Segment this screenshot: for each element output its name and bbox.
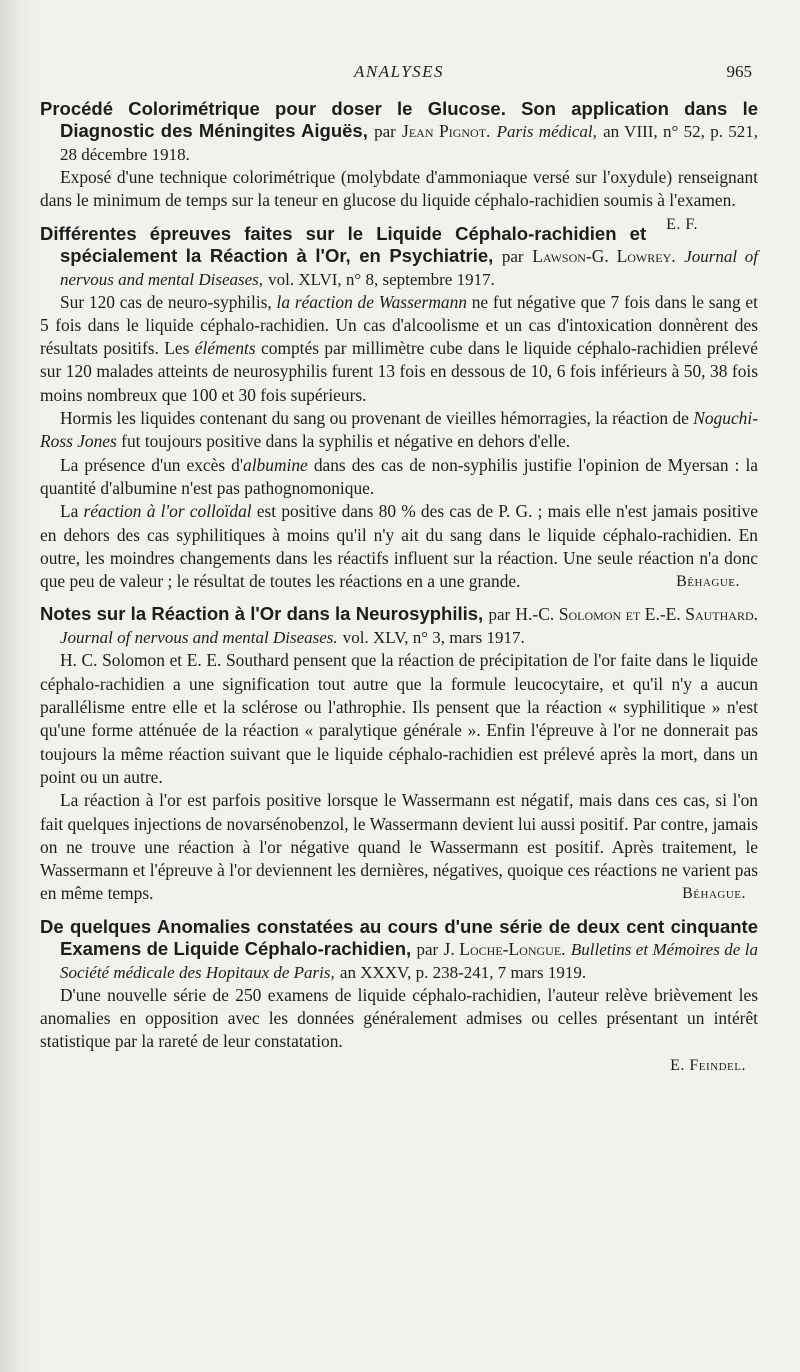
paragraph: Hormis les liquides contenant du sang ou provenant de vieilles hémorragies, la réaction de Noguchi-Ross Jones fut toujours positive dans la syphilis et négative en dehors d'elle. xyxy=(40,408,758,452)
signature: Béhague. xyxy=(682,885,746,903)
article-author: Jean Pignot. xyxy=(402,121,491,141)
article-reaction-or xyxy=(40,603,758,905)
article-author: J. Loche-Longue. xyxy=(443,938,566,959)
article-title-block xyxy=(40,98,758,166)
citation: an VIII, n° 52, p. 521, 28 décembre 1918. xyxy=(60,122,759,164)
article-body xyxy=(40,291,758,594)
paragraph: La réaction à l'or colloïdal est positive dans 80 % des cas de P. G. ; mais elle n'est jamais positive en dehors des cas syphilitiques à moins qu'il n'y ait du sang dans le liquide céphalo-rachidien. En outre, les moindres changements dans les réactifs influent sur la réaction. Une seule réaction n'a donc que peu de valeur ; le résultat de toutes les réactions en a une grande. Béhague. xyxy=(40,500,758,593)
article-title: De quelques Anomalies constatées au cours d'une série de deux cent cinquante Examens de Liquide Céphalo-rachidien, xyxy=(40,915,758,959)
article-author: H.-C. Solomon et E.-E. Sauthard. xyxy=(515,604,758,625)
article-psychiatrie xyxy=(40,223,758,594)
citation: vol. XLV, n° 3, mars 1917. xyxy=(342,628,525,648)
page-number: 965 xyxy=(726,62,752,81)
article-anomalies xyxy=(40,916,758,1077)
journal-name: Journal of nervous and mental Diseases, xyxy=(60,246,759,289)
article-body xyxy=(40,649,758,905)
article-body xyxy=(40,166,758,233)
paragraph: Exposé d'une technique colorimétrique (molybdate d'ammoniaque versé sur l'oxydule) renseignant dans le minimum de temps sur la teneur en glucose du liquide céphalo-rachidien soumis à l'examen. xyxy=(40,167,758,211)
citation: an XXXV, p. 238-241, 7 mars 1919. xyxy=(339,962,587,982)
by-word: par xyxy=(416,939,439,959)
paragraph: La présence d'un excès d'albumine dans des cas de non-syphilis justifie l'opinion de Myersan : la quantité d'albumine n'est pas pathognomonique. xyxy=(40,454,758,498)
signature: E. F. xyxy=(666,215,698,233)
article-glucose xyxy=(40,98,759,233)
paragraph: H. C. Solomon et E. E. Southard pensent que la réaction de précipitation de l'or faite dans le liquide céphalo-rachidien a une signification tout autre que la formule leucocytaire, et qu'il n'y a aucun parallélisme entre elle et la sclérose ou l'athrophie. Ils pensent que la réaction « syphilitique » n'est qu'une forme atténuée de la réaction « paralytique générale ». Enfin l'épreuve à l'or ne donnerait pas toujours la même réaction suivant que le liquide céphalo-rachidien est prélevé après la mort, dans un point ou un autre. xyxy=(40,650,758,787)
journal-name: Journal of nervous and mental Diseases. xyxy=(60,628,338,648)
paragraph: Sur 120 cas de neuro-syphilis, la réaction de Wassermann ne fut négative que 7 fois dans le sang et 5 fois dans le liquide céphalo-rachidien. Un cas d'alcoolisme et un cas d'intoxication donnèrent des résultats positifs. Les éléments comptés par millimètre cube dans le liquide céphalo-rachidien prélevé sur 120 malades atteints de neurosyphilis furent 13 fois en dessous de 10, 6 fois inférieurs à 50, 38 fois moins nombreux que 100 et 30 fois supérieurs. xyxy=(40,291,758,405)
signature: E. Feindel. xyxy=(670,1056,746,1074)
article-title-block xyxy=(40,603,758,649)
by-word: par xyxy=(501,246,524,266)
article-title: Différentes épreuves faites sur le Liquide Céphalo-rachidien et spécialement la Réaction à l'Or, en Psychiatrie, xyxy=(40,222,647,266)
by-word: par xyxy=(374,122,396,141)
running-header xyxy=(40,62,758,90)
citation: vol. XLVI, n° 8, septembre 1917. xyxy=(268,269,495,289)
running-title: ANALYSES xyxy=(353,62,445,81)
by-word: par xyxy=(488,605,511,625)
article-title: Notes sur la Réaction à l'Or dans la Neurosyphilis, xyxy=(40,603,484,625)
paragraph: D'une nouvelle série de 250 examens de liquide céphalo-rachidien, l'auteur relève brièvement les anomalies en opposition avec les données généralement admises ou celles présentant un intérêt statistique par la rareté de leur constatation. xyxy=(40,984,758,1052)
article-author: Lawson-G. Lowrey. xyxy=(532,245,676,266)
journal-name: Paris médical, xyxy=(496,122,597,141)
signature: Béhague. xyxy=(676,573,740,591)
article-title-block xyxy=(40,916,758,984)
article-body xyxy=(40,984,758,1077)
journal-name: Bulletins et Mémoires de la Société médicale des Hopitaux de Paris, xyxy=(60,939,759,982)
article-title: Procédé Colorimétrique pour doser le Glucose. Son application dans le Diagnostic des Méningites Aiguës, xyxy=(40,98,758,141)
paragraph: La réaction à l'or est parfois positive lorsque le Wassermann est négatif, mais dans ces cas, si l'on fait quelques injections de novarsénobenzol, le Wassermann devient lui aussi positif. Par contre, jamais on ne trouve une réaction à l'or négative quand le Wassermann est positif. Après traitement, le Wassermann et l'épreuve à l'or deviennent les dernières, négatives, quoique ces réactions ne varient pas en même temps. xyxy=(40,790,758,904)
